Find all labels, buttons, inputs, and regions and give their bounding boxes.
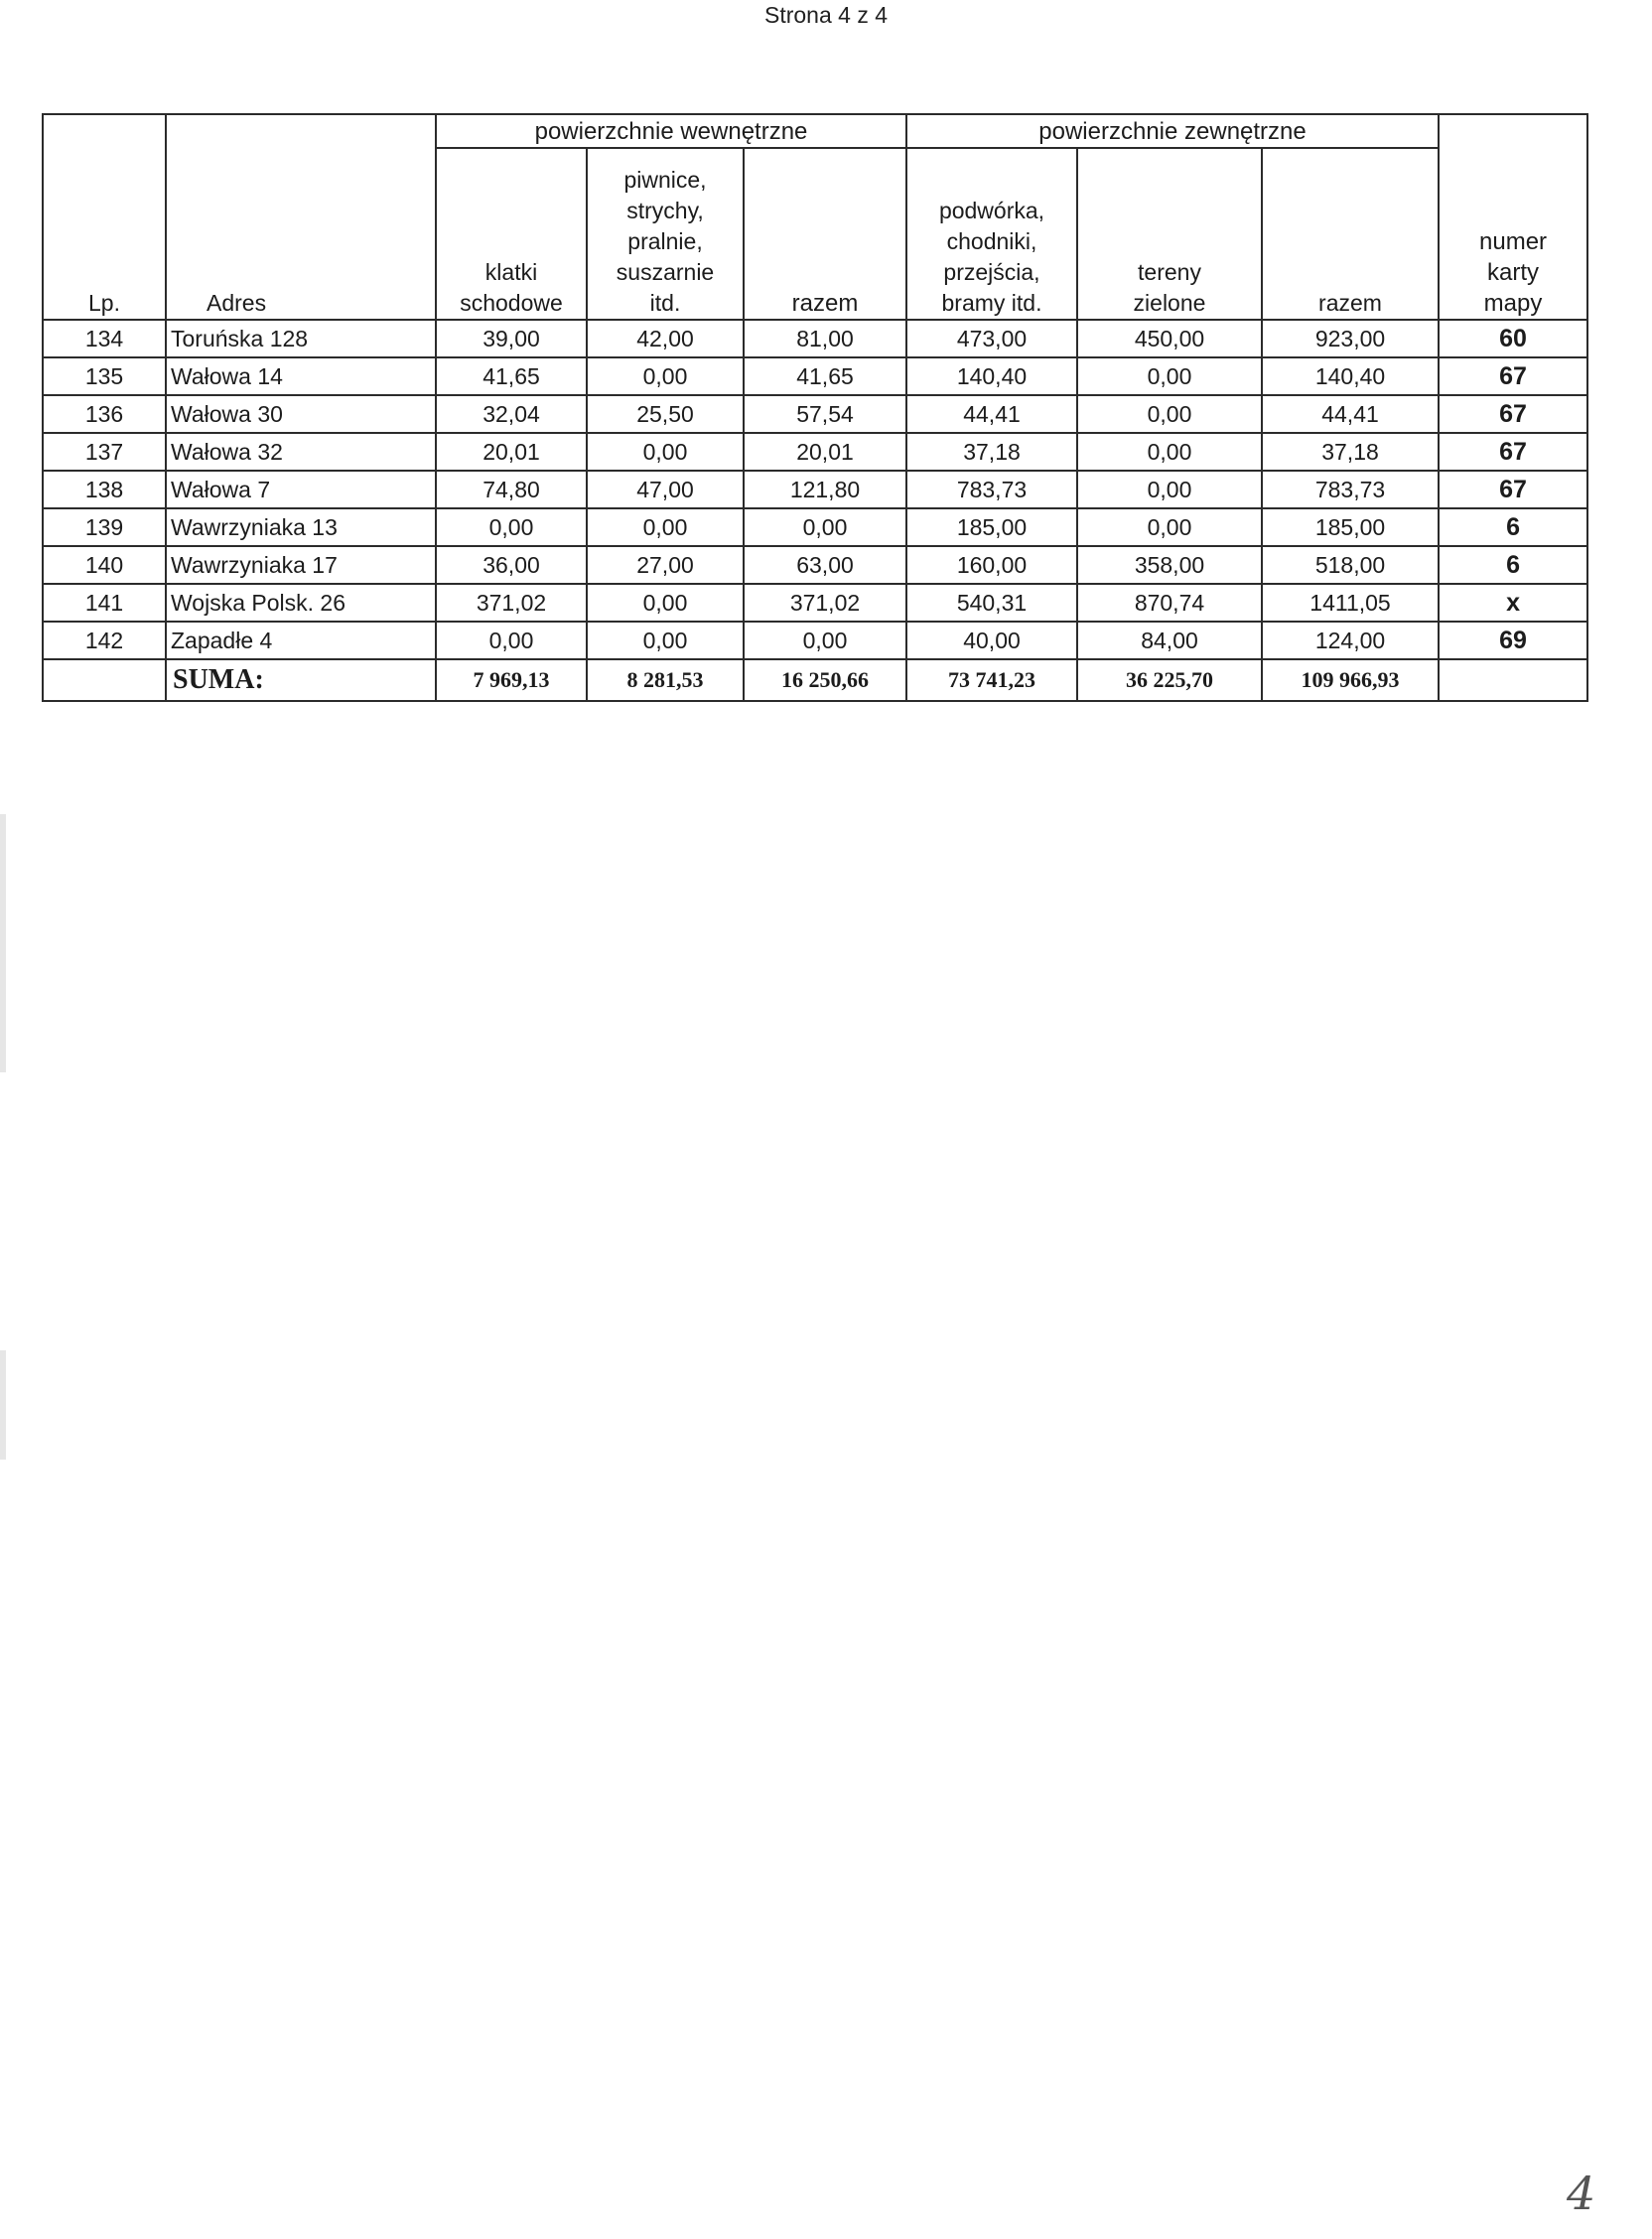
header-razem-external: razem (1262, 148, 1439, 320)
cell-lp: 136 (43, 395, 166, 433)
cell-podworka: 540,31 (906, 584, 1077, 622)
header-line: itd. (649, 290, 681, 316)
cell-klatki: 36,00 (436, 546, 587, 584)
sum-klatki: 7 969,13 (436, 659, 587, 701)
cell-piwnice: 0,00 (587, 508, 744, 546)
header-line: schodowe (460, 290, 563, 316)
table-row (43, 584, 1587, 622)
cell-adres: Wałowa 7 (166, 471, 436, 508)
cell-lp: 134 (43, 320, 166, 357)
cell-karta: 6 (1439, 508, 1587, 546)
cell-razem-external: 37,18 (1262, 433, 1439, 471)
cell-karta: 67 (1439, 395, 1587, 433)
cell-adres: Wawrzyniaka 17 (166, 546, 436, 584)
cell-karta: 60 (1439, 320, 1587, 357)
cell-karta: 67 (1439, 433, 1587, 471)
cell-razem-external: 124,00 (1262, 622, 1439, 659)
cell-podworka: 783,73 (906, 471, 1077, 508)
cell-tereny: 0,00 (1077, 471, 1262, 508)
cell-karta: 6 (1439, 546, 1587, 584)
cell-klatki: 39,00 (436, 320, 587, 357)
cell-razem-internal: 63,00 (744, 546, 906, 584)
cell-karta: 67 (1439, 471, 1587, 508)
header-line: numer (1479, 228, 1548, 255)
table-row (43, 357, 1587, 395)
cell-razem-internal: 20,01 (744, 433, 906, 471)
handwritten-page-number: 4 (1567, 2167, 1596, 2220)
cell-klatki: 74,80 (436, 471, 587, 508)
header-line: klatki (484, 259, 538, 285)
cell-klatki: 0,00 (436, 508, 587, 546)
scan-margin-noise (0, 1350, 6, 1460)
cell-tereny: 358,00 (1077, 546, 1262, 584)
cell-adres: Wałowa 14 (166, 357, 436, 395)
cell-podworka: 160,00 (906, 546, 1077, 584)
table-row (43, 395, 1587, 433)
cell-podworka: 40,00 (906, 622, 1077, 659)
header-line: tereny (1138, 259, 1201, 285)
cell-piwnice: 0,00 (587, 357, 744, 395)
cell-lp: 142 (43, 622, 166, 659)
scan-margin-noise (0, 814, 6, 1072)
header-line: podwórka, (938, 198, 1045, 223)
header-line: pralnie, (627, 228, 703, 254)
sum-row (43, 659, 1587, 701)
cell-razem-external: 783,73 (1262, 471, 1439, 508)
cell-podworka: 37,18 (906, 433, 1077, 471)
header-line: piwnice, (623, 167, 707, 193)
table-row (43, 320, 1587, 357)
header-klatki-schodowe (436, 148, 587, 320)
cell-karta: 67 (1439, 357, 1587, 395)
cell-adres: Toruńska 128 (166, 320, 436, 357)
header-line: karty (1487, 259, 1540, 286)
cell-piwnice: 0,00 (587, 584, 744, 622)
cell-lp: 139 (43, 508, 166, 546)
cell-adres: Wojska Polsk. 26 (166, 584, 436, 622)
sum-piwnice: 8 281,53 (587, 659, 744, 701)
cell-klatki: 32,04 (436, 395, 587, 433)
cell-tereny: 450,00 (1077, 320, 1262, 357)
cell-razem-internal: 0,00 (744, 508, 906, 546)
table-row (43, 622, 1587, 659)
header-podworka (906, 148, 1077, 320)
header-razem-internal: razem (744, 148, 906, 320)
cell-tereny: 0,00 (1077, 508, 1262, 546)
cell-podworka: 185,00 (906, 508, 1077, 546)
cell-tereny: 84,00 (1077, 622, 1262, 659)
cell-klatki: 20,01 (436, 433, 587, 471)
cell-razem-internal: 81,00 (744, 320, 906, 357)
cell-klatki: 371,02 (436, 584, 587, 622)
cell-tereny: 0,00 (1077, 357, 1262, 395)
cell-razem-external: 185,00 (1262, 508, 1439, 546)
cell-piwnice: 27,00 (587, 546, 744, 584)
cell-razem-external: 923,00 (1262, 320, 1439, 357)
header-adres: Adres (166, 114, 436, 320)
cell-klatki: 0,00 (436, 622, 587, 659)
cell-lp: 140 (43, 546, 166, 584)
header-line: mapy (1483, 290, 1543, 317)
cell-lp: 135 (43, 357, 166, 395)
cell-adres: Wałowa 30 (166, 395, 436, 433)
table-row (43, 471, 1587, 508)
cell-tereny: 0,00 (1077, 395, 1262, 433)
cell-razem-external: 518,00 (1262, 546, 1439, 584)
header-tereny-zielone (1077, 148, 1262, 320)
header-line: bramy itd. (941, 290, 1042, 316)
cell-piwnice: 0,00 (587, 433, 744, 471)
header-line: suszarnie (616, 259, 715, 285)
table-row (43, 433, 1587, 471)
table-row (43, 546, 1587, 584)
cell-razem-external: 140,40 (1262, 357, 1439, 395)
sum-karta (1439, 659, 1587, 701)
cell-karta: x (1439, 584, 1587, 622)
cell-lp: 138 (43, 471, 166, 508)
cell-razem-external: 44,41 (1262, 395, 1439, 433)
cell-podworka: 473,00 (906, 320, 1077, 357)
sum-tereny: 36 225,70 (1077, 659, 1262, 701)
header-lp: Lp. (43, 114, 166, 320)
sum-razem-internal: 16 250,66 (744, 659, 906, 701)
cell-lp: 141 (43, 584, 166, 622)
page-header: Strona 4 z 4 (763, 2, 889, 28)
cell-podworka: 44,41 (906, 395, 1077, 433)
sum-label: SUMA: (166, 659, 436, 701)
header-numer-karty-mapy (1439, 114, 1587, 320)
table-row (43, 508, 1587, 546)
cell-razem-external: 1411,05 (1262, 584, 1439, 622)
header-line: strychy, (626, 198, 704, 223)
header-piwnice (587, 148, 744, 320)
cell-razem-internal: 0,00 (744, 622, 906, 659)
cell-klatki: 41,65 (436, 357, 587, 395)
cell-lp: 137 (43, 433, 166, 471)
group-header-internal: powierzchnie wewnętrzne (436, 114, 906, 148)
cell-adres: Zapadłe 4 (166, 622, 436, 659)
cell-tereny: 870,74 (1077, 584, 1262, 622)
surface-area-table (42, 113, 1588, 702)
cell-podworka: 140,40 (906, 357, 1077, 395)
cell-adres: Wałowa 32 (166, 433, 436, 471)
header-line: chodniki, (946, 228, 1037, 254)
group-header-external: powierzchnie zewnętrzne (906, 114, 1439, 148)
cell-tereny: 0,00 (1077, 433, 1262, 471)
cell-razem-internal: 121,80 (744, 471, 906, 508)
cell-razem-internal: 57,54 (744, 395, 906, 433)
cell-karta: 69 (1439, 622, 1587, 659)
header-line: przejścia, (943, 259, 1040, 285)
table-container (42, 113, 1586, 702)
cell-adres: Wawrzyniaka 13 (166, 508, 436, 546)
cell-razem-internal: 371,02 (744, 584, 906, 622)
sum-cell-lp (43, 659, 166, 701)
cell-razem-internal: 41,65 (744, 357, 906, 395)
cell-piwnice: 42,00 (587, 320, 744, 357)
cell-piwnice: 0,00 (587, 622, 744, 659)
cell-piwnice: 25,50 (587, 395, 744, 433)
header-line: zielone (1133, 290, 1206, 316)
sum-razem-external: 109 966,93 (1262, 659, 1439, 701)
sum-podworka: 73 741,23 (906, 659, 1077, 701)
cell-piwnice: 47,00 (587, 471, 744, 508)
